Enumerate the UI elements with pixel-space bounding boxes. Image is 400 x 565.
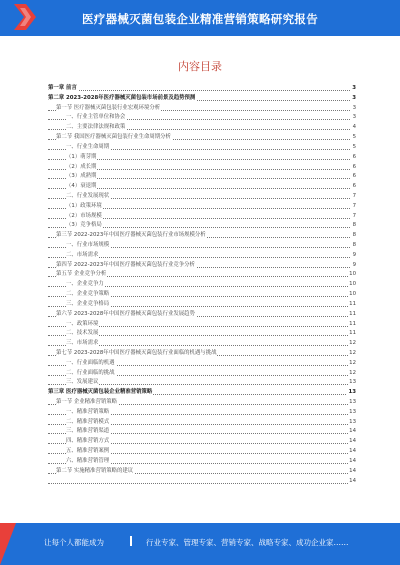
- toc-page-number: 14: [348, 447, 356, 457]
- toc-page-number: 10: [348, 270, 356, 280]
- toc-entry-text: 二、主要法律法规和政策: [66, 123, 126, 133]
- toc-page-number: 13: [348, 418, 356, 428]
- toc-entry-row[interactable]: [48, 192, 356, 202]
- toc-entry-text: 第七节 2023-2028年中国医疗器械灭菌包装行业面临的机遇与挑战: [56, 349, 217, 359]
- toc-entry-text: 二、市场需求: [66, 251, 99, 261]
- toc-entry-text: 第一节 企业精准营销策略: [56, 398, 118, 408]
- toc-page-number: 5: [352, 143, 356, 153]
- toc-entry-text: 三、精准营销渠道: [66, 427, 110, 437]
- toc-page-number: 13: [348, 398, 356, 408]
- toc-page-number: 11: [348, 320, 356, 330]
- toc-entry-text: 第四节 2022-2023年中国医疗器械灭菌包装行业竞争分析: [56, 261, 196, 271]
- toc-page-number: 12: [348, 369, 356, 379]
- toc-entry-row[interactable]: [48, 123, 356, 133]
- toc-leader-dots: [48, 483, 350, 484]
- toc-chapter-row[interactable]: [48, 388, 356, 398]
- header-bar: [0, 0, 400, 36]
- toc-entry-row[interactable]: [48, 143, 356, 153]
- toc-entry-text: （3）竞争格局: [66, 221, 103, 231]
- toc-entry-row[interactable]: [48, 447, 356, 457]
- document-title: 医疗器械灭菌包装企业精准营销策略研究报告: [82, 12, 318, 26]
- footer-accent-shape: [0, 523, 16, 565]
- toc-entry-text: 第二章 2023-2028年医疗器械灭菌包装市场前景及趋势预测: [48, 94, 196, 104]
- toc-entry-row[interactable]: [48, 369, 356, 379]
- toc-page-number: 13: [347, 388, 356, 398]
- toc-entry-text: （3）成熟期: [66, 172, 97, 182]
- toc-page-number: 6: [352, 172, 356, 182]
- toc-entry-row[interactable]: [48, 467, 356, 477]
- toc-page-number: 11: [348, 329, 356, 339]
- toc-entry-text: 二、技术发展: [66, 329, 99, 339]
- toc-entry-text: 第二节 实施精准营销策略的建议: [56, 467, 134, 477]
- toc-entry-text: 三、发展建议: [66, 378, 99, 388]
- toc-entry-text: （2）成长期: [66, 163, 97, 173]
- toc-leader-dots: [48, 90, 350, 91]
- toc-entry-text: 一、行业主管单位和协会: [66, 113, 126, 123]
- toc-page-number: 8: [352, 221, 356, 231]
- toc-chapter-row[interactable]: [48, 94, 356, 104]
- toc-page-number: 14: [348, 457, 356, 467]
- toc-page-number: 14: [348, 437, 356, 447]
- toc-entry-row[interactable]: [48, 329, 356, 339]
- toc-entry-row[interactable]: [48, 349, 356, 359]
- toc-entry-text: 二、行业发展现状: [66, 192, 110, 202]
- toc-page-number: 13: [348, 378, 356, 388]
- toc-chapter-row[interactable]: [48, 84, 356, 94]
- toc-entry-row[interactable]: [48, 418, 356, 428]
- toc-page-number: 13: [348, 408, 356, 418]
- toc-entry-text: 二、企业竞争策略: [66, 290, 110, 300]
- toc-entry-text: 六、精准营销管理: [66, 457, 110, 467]
- toc-page-number: 5: [352, 133, 356, 143]
- footer-slogan: 让每个人都能成为: [44, 538, 104, 547]
- toc-entry-row[interactable]: [48, 241, 356, 251]
- toc-page-number: 10: [348, 280, 356, 290]
- toc-entry-row[interactable]: [48, 212, 356, 222]
- toc-entry-text: 五、精准营销案例: [66, 447, 110, 457]
- toc-entry-text: 第二节 我国医疗器械灭菌包装行业生命周期分析: [56, 133, 172, 143]
- toc-page-number: 12: [348, 349, 356, 359]
- toc-page-number: 3: [351, 84, 356, 94]
- toc-page-number: 6: [352, 153, 356, 163]
- toc-entry-text: 第五节 企业竞争分析: [56, 270, 107, 280]
- toc-page-number: 9: [352, 261, 356, 271]
- toc-page-number: 7: [352, 202, 356, 212]
- toc-entry-text: （1）萌芽期: [66, 153, 97, 163]
- toc-entry-text: 三、市场需求: [66, 339, 99, 349]
- footer-divider: [130, 536, 132, 546]
- toc-page-number: 9: [352, 251, 356, 261]
- toc-page-number: 12: [348, 339, 356, 349]
- toc-entry-row[interactable]: [48, 339, 356, 349]
- toc-page-number: 4: [352, 123, 356, 133]
- toc-entry-text: 三、企业竞争格局: [66, 300, 110, 310]
- toc-entry-row[interactable]: [48, 104, 356, 114]
- toc-entry-row[interactable]: [48, 133, 356, 143]
- toc-entry-text: 一、精准营销策略: [66, 408, 110, 418]
- toc-page-number: 7: [352, 192, 356, 202]
- toc-page-number: 14: [348, 477, 356, 487]
- toc-entry-row[interactable]: [48, 153, 356, 163]
- toc-entry-row[interactable]: [48, 378, 356, 388]
- toc-entry-text: 一、行业市场规模: [66, 241, 110, 251]
- footer-bar: [0, 523, 400, 565]
- toc-page-number: 11: [348, 300, 356, 310]
- toc-page-number: 3: [352, 113, 356, 123]
- toc-entry-text: 第一节 医疗器械灭菌包装行业宏观环境分析: [56, 104, 161, 114]
- footer-tagline: 行业专家、管理专家、营销专家、战略专家、成功企业家……: [146, 538, 349, 547]
- toc-entry-text: 二、行业面临的挑战: [66, 369, 116, 379]
- toc-entry-text: （4）衰退期: [66, 182, 97, 192]
- toc-entry-text: 第六节 2023-2028年中国医疗器械灭菌包装行业发展趋势: [56, 310, 196, 320]
- toc-page-number: 6: [352, 182, 356, 192]
- toc-entry-row[interactable]: [48, 270, 356, 280]
- toc-heading: 内容目录: [178, 60, 222, 73]
- toc-entry-row[interactable]: [48, 172, 356, 182]
- toc-page-number: 10: [348, 290, 356, 300]
- toc-entry-text: （2）市场规模: [66, 212, 103, 222]
- toc-entry-row[interactable]: [48, 221, 356, 231]
- toc-page-number: 3: [352, 104, 356, 114]
- toc-entry-row[interactable]: [48, 113, 356, 123]
- toc-entry-row[interactable]: [48, 477, 356, 487]
- toc-entry-row[interactable]: [48, 290, 356, 300]
- toc-entry-text: 一、企业竞争力: [66, 280, 105, 290]
- toc-entry-text: （1）政策环境: [66, 202, 103, 212]
- toc-entry-row[interactable]: [48, 202, 356, 212]
- toc-entry-row[interactable]: [48, 427, 356, 437]
- toc-entry-row[interactable]: [48, 359, 356, 369]
- toc-page-number: 3: [351, 94, 356, 104]
- toc-page-number: 12: [348, 359, 356, 369]
- table-of-contents: [48, 84, 356, 486]
- toc-entry-text: 第三章 医疗器械灭菌包装企业精准营销策略: [48, 388, 153, 398]
- toc-entry-text: 一、行业生命周期: [66, 143, 110, 153]
- toc-page-number: 11: [348, 310, 356, 320]
- toc-entry-row[interactable]: [48, 251, 356, 261]
- toc-page-number: 8: [352, 241, 356, 251]
- toc-entry-row[interactable]: [48, 320, 356, 330]
- toc-page-number: 14: [348, 427, 356, 437]
- toc-entry-text: 二、精准营销模式: [66, 418, 110, 428]
- toc-entry-row[interactable]: [48, 261, 356, 271]
- toc-entry-text: 第三节 2022-2023年中国医疗器械灭菌包装行业市场规模分析: [56, 231, 207, 241]
- toc-page-number: 7: [352, 212, 356, 222]
- toc-entry-row[interactable]: [48, 280, 356, 290]
- toc-entry-row[interactable]: [48, 231, 356, 241]
- toc-entry-row[interactable]: [48, 398, 356, 408]
- toc-entry-row[interactable]: [48, 408, 356, 418]
- toc-entry-row[interactable]: [48, 163, 356, 173]
- toc-page-number: 8: [352, 231, 356, 241]
- toc-entry-row[interactable]: [48, 457, 356, 467]
- toc-entry-text: 一、行业面临的机遇: [66, 359, 116, 369]
- toc-entry-row[interactable]: [48, 437, 356, 447]
- toc-entry-row[interactable]: [48, 300, 356, 310]
- toc-entry-text: 一、政策环境: [66, 320, 99, 330]
- toc-page-number: 6: [352, 163, 356, 173]
- toc-entry-text: 第一章 前言: [48, 84, 78, 94]
- toc-page-number: 14: [348, 467, 356, 477]
- toc-entry-row[interactable]: [48, 310, 356, 320]
- toc-entry-row[interactable]: [48, 182, 356, 192]
- toc-entry-text: 四、精准营销方式: [66, 437, 110, 447]
